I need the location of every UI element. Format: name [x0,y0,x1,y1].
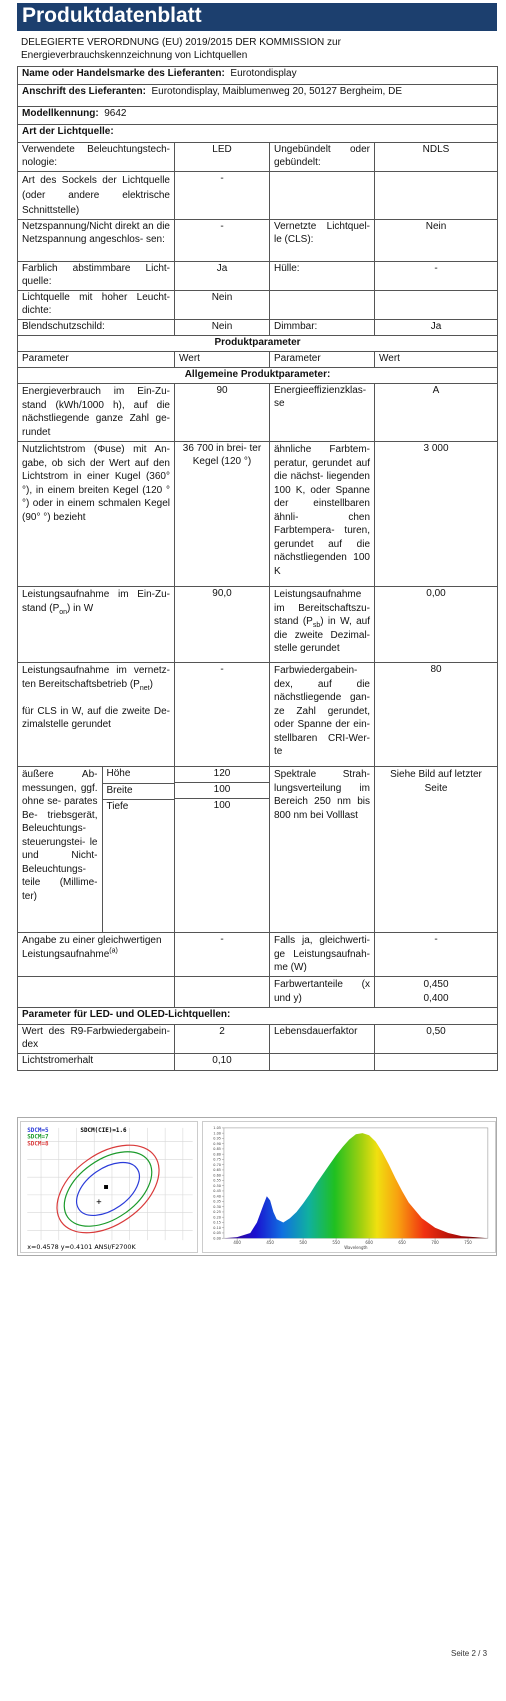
x-tick-label: 700 [431,1240,439,1246]
ls-row-2 [18,220,498,262]
legend-sdcm8: SDCM=8 [27,1141,49,1148]
chromaticity-values: 0,450 0,400 [375,977,498,1008]
ls-value: - [175,172,270,220]
energy-label: Energieverbrauch im Ein-Zu- stand (kWh/1000 h), auf die nächstliegende ganze Zahl ge- rundet [18,384,175,442]
dimensions-cell [18,767,175,933]
y-tick-label: 0.10 [213,1225,221,1230]
x-tick-label: 500 [299,1240,307,1246]
ls-label-2 [270,291,375,320]
x-axis-label: Wavelength [344,1245,368,1251]
charts-panel [17,1117,497,1256]
ls-value-2: NDLS [375,143,498,172]
ls-label: Art des Sockels der Lichtquelle (oder andere elektrische Schnittstelle) [18,172,175,220]
legend-sdcm7: SDCM=7 [27,1134,49,1141]
lumen-maintenance-row [18,1054,498,1071]
y-tick-label: 0.95 [213,1136,221,1141]
lumen-maintenance-label: Lichtstromerhalt [18,1054,175,1071]
power-on-value: 90,0 [175,587,270,663]
column-header-row [18,352,498,368]
ls-value: Nein [175,320,270,336]
y-tick-label: 0.80 [213,1152,221,1157]
general-params-header: Allgemeine Produktparameter: [18,368,498,384]
ls-row-1 [18,172,498,220]
standby-label: Leistungsaufnahme im Bereitschaftszu- stand $(P_{sb})$ in W, auf die zweite Dezimal- stelle gerundet [270,587,375,663]
network-standby-row [18,663,498,767]
ls-label: Verwendete Beleuchtungstech- nologie: [18,143,175,172]
y-tick-label: 0.40 [213,1194,221,1199]
dim-height-label: Höhe [102,767,174,783]
x-tick-label: 400 [233,1240,241,1246]
supplier-name-value: Eurotondisplay [230,68,297,79]
light-source-header: Art der Lichtquelle: [18,125,498,143]
dimension-values-cell [175,767,270,933]
y-tick-label: 1.00 [213,1131,221,1136]
ls-row-4 [18,291,498,320]
dim-depth-label: Tiefe [106,800,129,812]
supplier-name-label: Name oder Handelsmarke des Lieferanten: [22,68,225,79]
led-params-header: Parameter für LED- und OLED-Lichtquellen: [18,1008,498,1025]
y-tick-label: 1.05 [213,1126,221,1131]
network-standby-value: - [175,663,270,767]
network-standby-label: Leistungsaufnahme im vernetz- ten Bereitschaftsbetrieb $(P_{net})$ für CLS in W, auf die zweite De- zimalstelle gerundet [18,663,175,767]
col-header-value-2: Wert [375,352,498,368]
y-tick-label: 0.65 [213,1168,221,1173]
svg-text:+: + [96,1197,102,1208]
flux-label: Nutzlichtstrom (Φuse) mit An- gabe, ob sich der Wert auf den Lichtstrom in einer Kugel (360° °), in einem breiten Kegel (120 °°) oder in einem schmalen Kegel (90° °) bezieht [18,442,175,587]
ls-value-2: Ja [375,320,498,336]
y-tick-label: 0.70 [213,1162,221,1167]
cri-value: 80 [375,663,498,767]
model-label: Modellkennung: [22,108,99,119]
x-tick-label: 550 [332,1240,340,1246]
col-header-param: Parameter [18,352,175,368]
y-tick-label: 0.05 [213,1231,221,1236]
y-tick-label: 0.35 [213,1199,221,1204]
efficiency-value: A [375,384,498,442]
dim-width-label: Breite [102,783,174,799]
led-params-header-row [18,1008,498,1025]
lumen-maintenance-value: 0,10 [175,1054,270,1071]
ls-label-2 [270,172,375,220]
y-tick-label: 0.45 [213,1189,221,1194]
x-tick-label: 450 [266,1240,274,1246]
y-tick-label: 0.15 [213,1220,221,1225]
x-tick-label: 650 [398,1240,406,1246]
y-tick-label: 0.75 [213,1157,221,1162]
efficiency-label: Energieeffizienzklas- se [270,384,375,442]
ls-row-3 [18,262,498,291]
y-tick-label: 0.30 [213,1204,221,1209]
ls-label-2: Dimmbar: [270,320,375,336]
col-header-param-2: Parameter [270,352,375,368]
cie-footer: x=0.4578 y=0.4101 ANSI/F2700K [27,1243,136,1252]
ls-row-5 [18,320,498,336]
y-tick-label: 0.55 [213,1178,221,1183]
ls-value: - [175,220,270,262]
center-point [104,1185,108,1189]
supplier-address-label: Anschrift des Lieferanten: [22,86,146,97]
energy-row [18,384,498,442]
energy-value: 90 [175,384,270,442]
flux-row [18,442,498,587]
cie-title: SDCM(CIE)=1.6 [80,1127,127,1134]
spectrum-chart [202,1121,496,1253]
lifetime-label: Lebensdauerfaktor [270,1025,375,1054]
equivalent-row [18,933,498,977]
product-params-header-row [18,336,498,352]
y-tick-label: 0.85 [213,1147,221,1152]
dim-depth-value: 100 [213,800,231,811]
cri-label: Farbwiedergabein- dex, auf die nächstliegende gan- ze Zahl gerundet, oder Spanne der ein- stellbaren CRI-Wer- te [270,663,375,767]
ls-row-0 [18,143,498,172]
supplier-address-value: Eurotondisplay, Maiblumenweg 20, 50127 Bergheim, DE [151,86,402,97]
ls-value: Ja [175,262,270,291]
x-tick-label: 600 [365,1240,373,1246]
lifetime-value: 0,50 [375,1025,498,1054]
general-params-header-row [18,368,498,384]
legend-sdcm5: SDCM=5 [27,1127,49,1134]
product-params-header: Produktparameter [18,336,498,352]
supplier-name-row [18,67,498,85]
if-yes-value: - [375,933,498,977]
y-tick-label: 0.90 [213,1141,221,1146]
spectral-label: Spektrale Strah- lungsverteilung im Bereich 250 nm bis 800 nm bei Volllast [270,767,375,933]
chromaticity-label: Farbwertanteile (x und y) [270,977,375,1008]
dimensions-inner-table [18,767,174,932]
standby-value: 0,00 [375,587,498,663]
chromaticity-row [18,977,498,1008]
dimensions-row [18,767,498,933]
power-on-row [18,587,498,663]
ls-label-2: Ungebündelt oder gebündelt: [270,143,375,172]
dimensions-label: äußere Ab- messungen, ggf. ohne se- parates Be- triebsgerät, Beleuchtungs- steuerungstei- le und Nicht- Beleuchtungs- teile (Millime- ter) [18,767,102,932]
ls-value-2 [375,291,498,320]
ls-value: LED [175,143,270,172]
supplier-address-row [18,85,498,107]
light-source-header-row [18,125,498,143]
x-tick-label: 750 [464,1240,472,1246]
title-bar [17,3,497,31]
dim-height-value: 120 [175,767,269,783]
page-number: Seite 2 / 3 [451,1649,488,1658]
ls-value-2 [375,172,498,220]
cie-chart [20,1121,198,1253]
cct-value: 3 000 [375,442,498,587]
ls-value-2: - [375,262,498,291]
ls-value: Nein [175,291,270,320]
equivalent-value: - [175,933,270,977]
flux-value: 36 700 in brei- ter Kegel (120 °) [175,442,270,587]
col-header-value: Wert [175,352,270,368]
if-yes-label: Falls ja, gleichwerti- ge Leistungsaufnah- me (W) [270,933,375,977]
r9-value: 2 [175,1025,270,1054]
dim-width-value: 100 [175,783,269,799]
ls-label: Lichtquelle mit hoher Leucht- dichte: [18,291,175,320]
ls-label-2: Vernetzte Lichtquel- le (CLS): [270,220,375,262]
y-tick-label: 0.25 [213,1210,221,1215]
r9-label: Wert des R9-Farbwiedergabein- dex [18,1025,175,1054]
page-title: Produktdatenblatt [22,4,202,27]
y-tick-label: 0.50 [213,1183,221,1188]
spectral-value: Siehe Bild auf letzter Seite [375,767,498,933]
data-sheet-table [17,66,498,1071]
model-row [18,107,498,125]
y-tick-label: 0.60 [213,1173,221,1178]
ls-label: Blendschutzschild: [18,320,175,336]
y-tick-label: 0.00 [213,1236,221,1241]
r9-row [18,1025,498,1054]
power-on-label: Leistungsaufnahme im Ein-Zu- stand $(P_{on})$ in W [18,587,175,663]
ls-label: Netzspannung/Nicht direkt an die Netzspannung angeschlos- sen: [18,220,175,262]
model-value: 9642 [104,108,127,119]
cct-label: ähnliche Farbtem- peratur, gerundet auf die nächst- liegenden 100 K, oder Spanne der einstellbaren ähnli- chen Farbtempera- turen, gerundet auf die nächstliegenden 100 K [270,442,375,587]
equivalent-label: Angabe zu einer gleichwertigen Leistungsaufnahme$^{(a)}$ [18,933,175,977]
ls-value-2: Nein [375,220,498,262]
ls-label: Farblich abstimmbare Licht- quelle: [18,262,175,291]
ls-label-2: Hülle: [270,262,375,291]
regulation-text: DELEGIERTE VERORDNUNG (EU) 2019/2015 DER KOMMISSION zur Energieverbrauchskennzeichnung von Lichtquellen [21,37,341,61]
y-tick-label: 0.20 [213,1215,221,1220]
